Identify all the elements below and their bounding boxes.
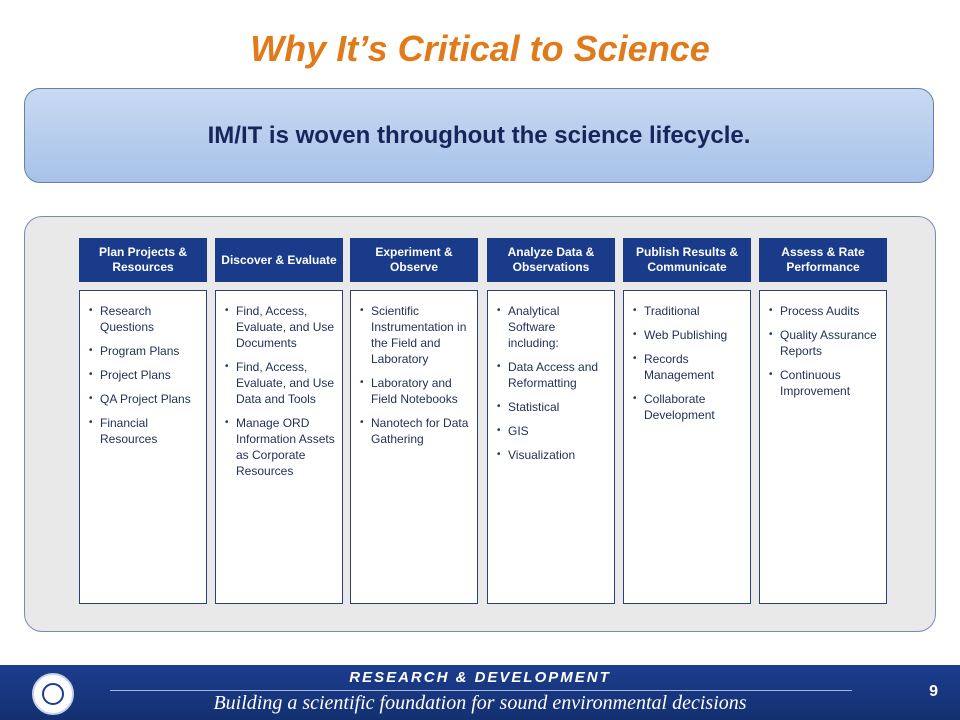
bullet-list <box>88 303 200 447</box>
column-header: Analyze Data & Observations <box>487 238 615 282</box>
list-item: • Find, Access, Evaluate, and Use Data and Tools <box>224 359 336 407</box>
column-discover <box>215 238 343 478</box>
list-item: • QA Project Plans <box>88 391 200 407</box>
footer-divider <box>110 690 852 691</box>
list-item: • Data Access and Reformatting <box>496 359 608 391</box>
banner-text: IM/IT is woven throughout the science lifecycle. <box>207 121 751 149</box>
bullet-list <box>359 303 471 447</box>
footer-bar <box>0 665 960 720</box>
column-body <box>350 290 478 604</box>
column-body <box>623 290 751 604</box>
footer-heading: RESEARCH & DEVELOPMENT <box>349 669 611 686</box>
list-item: • Find, Access, Evaluate, and Use Documents <box>224 303 336 351</box>
column-experiment <box>350 238 478 446</box>
column-analyze <box>487 238 615 462</box>
column-header: Assess & Rate Performance <box>759 238 887 282</box>
list-item: • Quality Assurance Reports <box>768 327 880 359</box>
slide-title: Why It’s Critical to Science <box>250 28 710 69</box>
bullet-list <box>632 303 744 423</box>
list-item: • Web Publishing <box>632 327 744 343</box>
list-item: • Program Plans <box>88 343 200 359</box>
column-assess <box>759 238 887 398</box>
list-item: • Records Management <box>632 351 744 383</box>
column-header: Plan Projects & Resources <box>79 238 207 282</box>
list-item: • Scientific Instrumentation in the Field and Laboratory <box>359 303 471 367</box>
list-item: • Analytical Software including: <box>496 303 608 351</box>
bullet-list <box>496 303 608 463</box>
column-plan <box>79 238 207 446</box>
list-item: • Statistical <box>496 399 608 415</box>
list-item: • Nanotech for Data Gathering <box>359 415 471 447</box>
column-body <box>215 290 343 604</box>
list-item: • Collaborate Development <box>632 391 744 423</box>
list-item: • Financial Resources <box>88 415 200 447</box>
footer-tagline: Building a scientific foundation for sound environmental decisions <box>213 692 747 714</box>
column-header: Experiment & Observe <box>350 238 478 282</box>
bullet-list <box>224 303 336 479</box>
list-item: • GIS <box>496 423 608 439</box>
bullet-list <box>768 303 880 399</box>
list-item: • Laboratory and Field Notebooks <box>359 375 471 407</box>
list-item: • Process Audits <box>768 303 880 319</box>
column-body <box>79 290 207 604</box>
list-item: • Traditional <box>632 303 744 319</box>
list-item: • Visualization <box>496 447 608 463</box>
column-header: Publish Results & Communicate <box>623 238 751 282</box>
column-header: Discover & Evaluate <box>215 238 343 282</box>
list-item: • Continuous Improvement <box>768 367 880 399</box>
column-body <box>759 290 887 604</box>
list-item: • Manage ORD Information Assets as Corporate Resources <box>224 415 336 479</box>
list-item: • Research Questions <box>88 303 200 335</box>
column-publish <box>623 238 751 422</box>
list-item: • Project Plans <box>88 367 200 383</box>
column-body <box>487 290 615 604</box>
lifecycle-banner <box>24 88 934 183</box>
page-number: 9 <box>929 683 938 700</box>
